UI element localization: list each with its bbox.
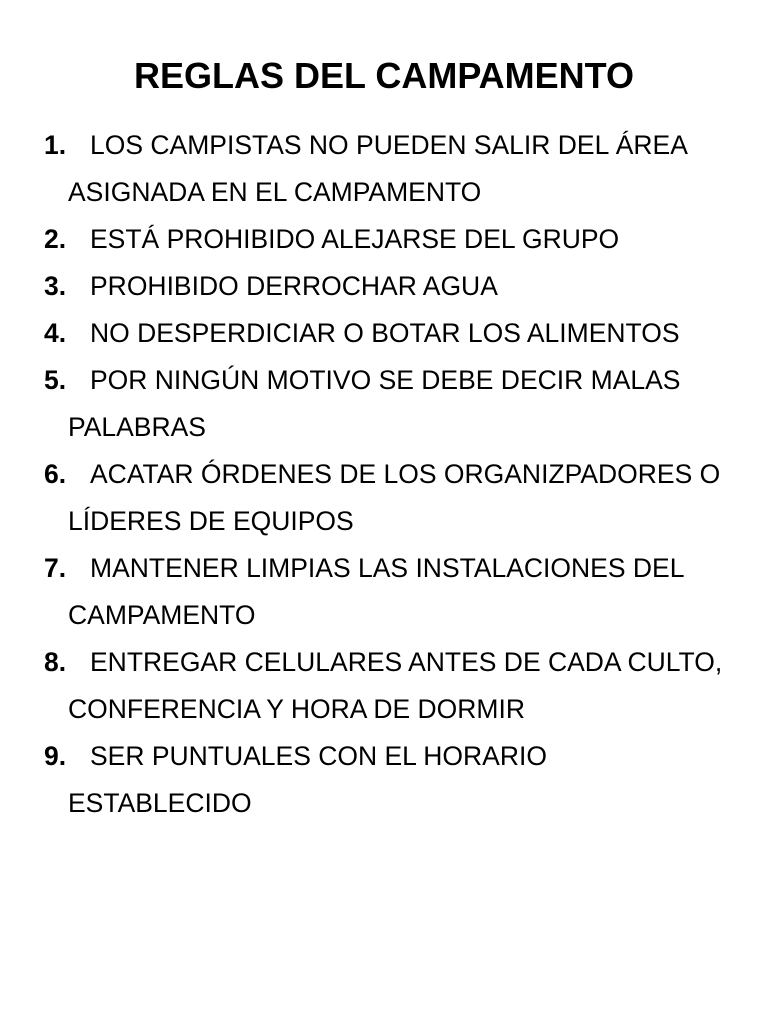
rule-number: 7. — [44, 553, 67, 583]
rule-item — [0, 122, 768, 216]
rule-number: 1. — [44, 130, 67, 160]
rule-text: ENTREGAR CELULARES ANTES DE CADA CULTO, CONFERENCIA Y HORA DE DORMIR — [68, 647, 723, 724]
rule-text: POR NINGÚN MOTIVO SE DEBE DECIR MALAS PALABRAS — [68, 365, 681, 442]
rule-item — [0, 639, 768, 733]
rule-number: 4. — [44, 318, 67, 348]
rule-text: ESTÁ PROHIBIDO ALEJARSE DEL GRUPO — [90, 224, 620, 254]
rule-number: 2. — [44, 224, 67, 254]
rule-text: SER PUNTUALES CON EL HORARIO ESTABLECIDO — [68, 741, 547, 818]
rule-item — [0, 545, 768, 639]
rule-text: NO DESPERDICIAR O BOTAR LOS ALIMENTOS — [90, 318, 680, 348]
rule-text: MANTENER LIMPIAS LAS INSTALACIONES DEL CAMPAMENTO — [68, 553, 684, 630]
rule-number: 3. — [44, 271, 67, 301]
rule-text: LOS CAMPISTAS NO PUEDEN SALIR DEL ÁREA ASIGNADA EN EL CAMPAMENTO — [68, 130, 687, 207]
rule-item — [0, 733, 768, 827]
rule-item — [0, 263, 768, 310]
rule-item — [0, 357, 768, 451]
rule-item — [0, 310, 768, 357]
rule-text: ACATAR ÓRDENES DE LOS ORGANIZPADORES O LÍDERES DE EQUIPOS — [68, 459, 721, 536]
rule-item — [0, 451, 768, 545]
rule-item — [0, 216, 768, 263]
rules-list — [0, 122, 768, 827]
page-title: REGLAS DEL CAMPAMENTO — [133, 55, 635, 96]
rule-number: 5. — [44, 365, 67, 395]
rule-number: 9. — [44, 741, 67, 771]
rule-text: PROHIBIDO DERROCHAR AGUA — [90, 271, 498, 301]
rule-number: 6. — [44, 459, 67, 489]
rule-number: 8. — [44, 647, 67, 677]
